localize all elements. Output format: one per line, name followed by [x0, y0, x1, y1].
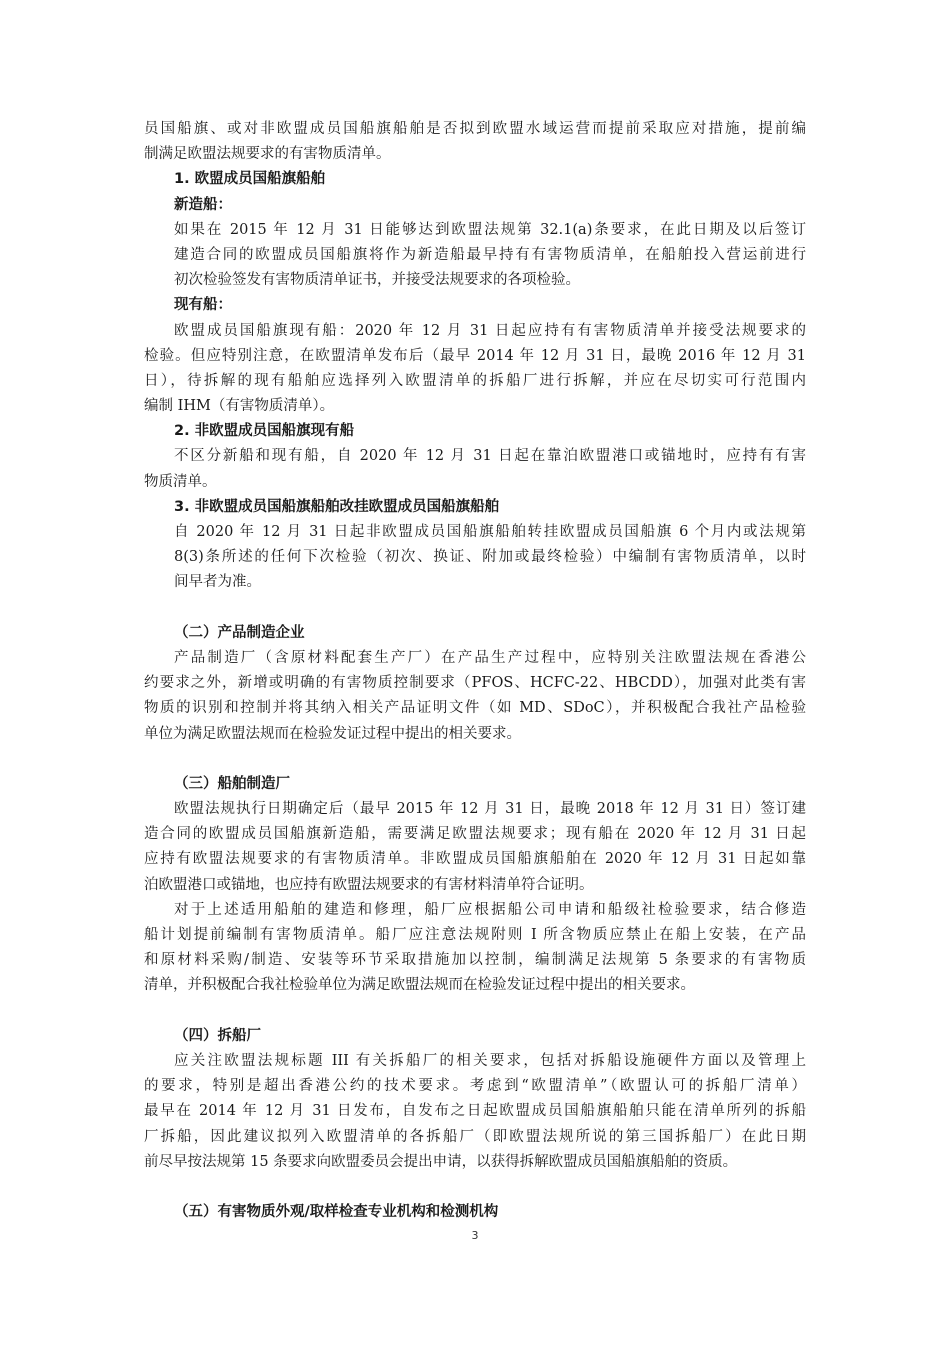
part-2-title: （二）产品制造企业 — [174, 624, 305, 641]
paragraph-line: 初次检验签发有害物质清单证书，并接受法规要求的各项检验。 — [174, 272, 580, 289]
part-4-title: （四）拆船厂 — [174, 1027, 261, 1044]
intro-line: 员国船旗、或对非欧盟成员国船旗船舶是否拟到欧盟水域运营而提前采取应对措施，提前编 — [144, 121, 806, 137]
paragraph-line: 应持有欧盟法规要求的有害物质清单。非欧盟成员国船旗船舶在 2020 年 12 月 31 日起如靠 — [144, 851, 806, 868]
paragraph-line: 物质的识别和控制并将其纳入相关产品证明文件（如 MD、SDoC），并积极配合我社产品检验 — [144, 700, 806, 717]
section-3-title: 3. 非欧盟成员国船旗船舶改挂欧盟成员国船旗船舶 — [174, 498, 500, 515]
document-page — [144, 117, 806, 1225]
paragraph-line: 的要求，特别是超出香港公约的技术要求。考虑到“欧盟清单”（欧盟认可的拆船厂清单） — [144, 1078, 806, 1095]
spacer — [144, 747, 806, 772]
paragraph-line: 对于上述适用船舶的建造和修理，船厂应根据船公司申请和船级社检验要求，结合修造 — [174, 901, 806, 918]
paragraph-line: 自 2020 年 12 月 31 日起非欧盟成员国船旗船舶转挂欧盟成员国船旗 6 个月内或法规第 — [174, 524, 806, 540]
paragraph-line: 日），待拆解的现有船舶应选择列入欧盟清单的拆船厂进行拆解，并应在尽切实可行范围内 — [144, 372, 806, 389]
paragraph-line: 建造合同的欧盟成员国船旗将作为新造船最早持有有害物质清单，在船舶投入营运前进行 — [174, 246, 806, 263]
section-1-title: 1. 欧盟成员国船旗船舶 — [174, 171, 326, 188]
paragraph-line: 间早者为准。 — [174, 574, 261, 591]
paragraph-line: 约要求之外，新增或明确的有害物质控制要求（PFOS、HCFC-22、HBCDD），加强对此类有害 — [144, 675, 806, 692]
new-ship-label: 新造船： — [174, 196, 232, 213]
paragraph-line: 前尽早按法规第 15 条要求向欧盟委员会提出申请，以获得拆解欧盟成员国船旗船舶的资质。 — [144, 1153, 738, 1170]
paragraph-line: 船计划提前编制有害物质清单。船厂应注意法规附则 I 所含物质应禁止在船上安装，在产品 — [144, 927, 806, 943]
spacer — [144, 596, 806, 621]
paragraph-line: 造合同的欧盟成员国船旗新造船，需要满足欧盟法规要求；现有船在 2020 年 12 月 31 日起 — [144, 826, 806, 843]
paragraph-line: 如果在 2015 年 12 月 31 日能够达到欧盟法规第 32.1(a)条要求，在此日期及以后签订 — [174, 221, 806, 238]
paragraph-line: 应关注欧盟法规标题 III 有关拆船厂的相关要求，包括对拆船设施硬件方面以及管理上 — [174, 1052, 806, 1069]
paragraph-line: 泊欧盟港口或锚地，也应持有欧盟法规要求的有害材料清单符合证明。 — [144, 876, 594, 893]
spacer — [144, 1175, 806, 1200]
paragraph-line: 产品制造厂（含原材料配套生产厂）在产品生产过程中，应特别关注欧盟法规在香港公 — [174, 649, 806, 666]
paragraph-line: 清单，并积极配合我社检验单位为满足欧盟法规而在检验发证过程中提出的相关要求。 — [144, 977, 695, 994]
paragraph-line: 最早在 2014 年 12 月 31 日发布，自发布之日起欧盟成员国船旗船舶只能在清单所列的拆船 — [144, 1103, 806, 1120]
part-5-title: （五）有害物质外观/取样检查专业机构和检测机构 — [174, 1204, 499, 1221]
spacer — [144, 999, 806, 1024]
paragraph-line: 厂拆船，因此建议拟列入欧盟清单的各拆船厂（即欧盟法规所说的第三国拆船厂）在此日期 — [144, 1128, 806, 1145]
paragraph-line: 和原材料采购/制造、安装等环节采取措施加以控制，编制满足法规第 5 条要求的有害物质 — [144, 952, 806, 969]
section-2-title: 2. 非欧盟成员国船旗现有船 — [174, 423, 355, 440]
existing-ship-label: 现有船： — [174, 297, 232, 314]
paragraph-line: 物质清单。 — [144, 473, 217, 490]
paragraph-line: 编制 IHM（有害物质清单）。 — [144, 398, 335, 415]
part-3-title: （三）船舶制造厂 — [174, 775, 290, 792]
paragraph-line: 单位为满足欧盟法规而在检验发证过程中提出的相关要求。 — [144, 725, 521, 742]
paragraph-line: 欧盟成员国船旗现有船：2020 年 12 月 31 日起应持有有害物质清单并接受法规要求的 — [174, 322, 806, 339]
paragraph-line: 8(3)条所述的任何下次检验（初次、换证、附加或最终检验）中编制有害物质清单，以时 — [174, 549, 806, 566]
paragraph-line: 欧盟法规执行日期确定后（最早 2015 年 12 月 31 日，最晚 2018 年 12 月 31 日）签订建 — [174, 801, 806, 818]
page-number: 3 — [471, 1229, 479, 1242]
paragraph-line: 不区分新船和现有船，自 2020 年 12 月 31 日起在靠泊欧盟港口或锚地时，应持有有害 — [174, 448, 806, 465]
intro-line: 制满足欧盟法规要求的有害物质清单。 — [144, 146, 391, 163]
paragraph-line: 检验。但应特别注意，在欧盟清单发布后（最早 2014 年 12 月 31 日，最晚 2016 年 12 月 31 — [144, 347, 806, 364]
